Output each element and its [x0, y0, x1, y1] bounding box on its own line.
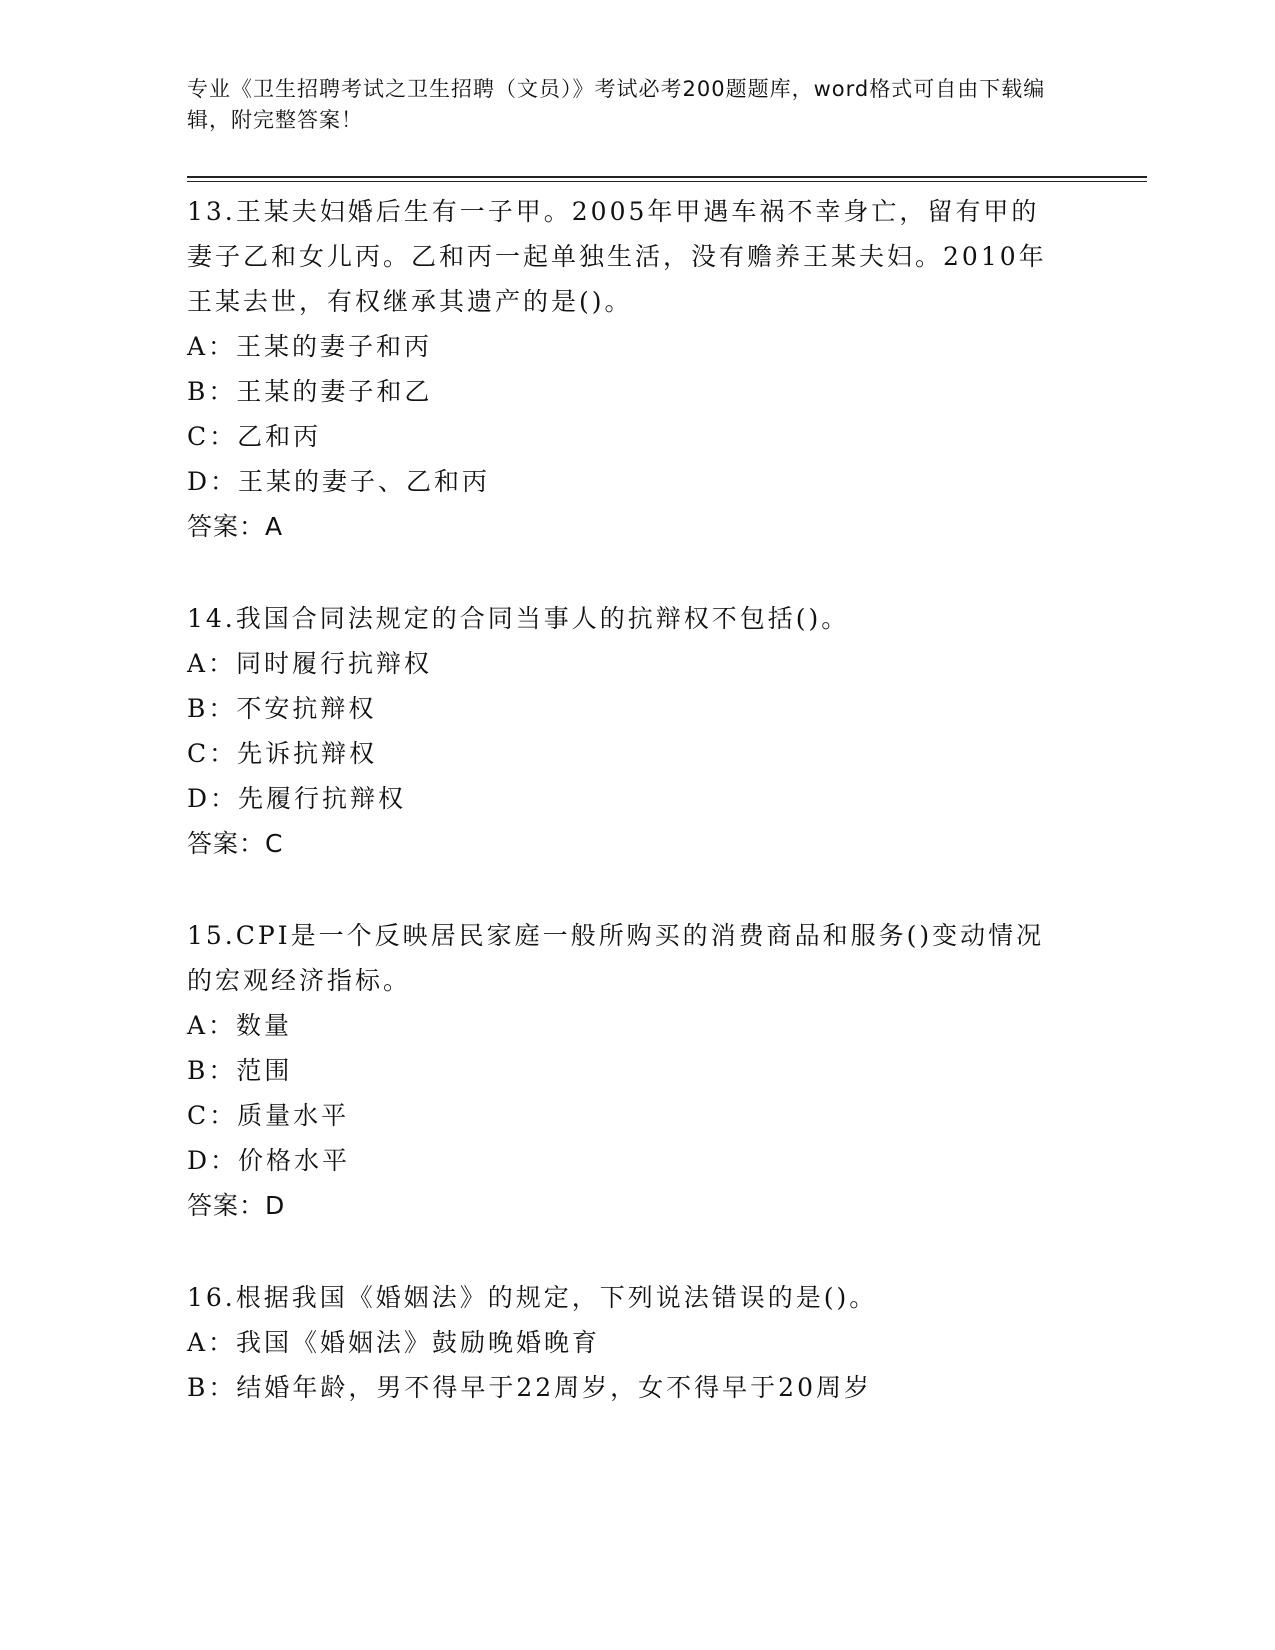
- question-stem: 14.我国合同法规定的合同当事人的抗辩权不包括()。: [187, 604, 850, 633]
- option-a: A：王某的妻子和丙: [187, 332, 433, 361]
- option-b: B：范围: [187, 1056, 293, 1085]
- question-15: [187, 913, 1067, 1229]
- option-c: C：先诉抗辩权: [187, 739, 378, 768]
- option-d: D：先履行抗辩权: [187, 784, 407, 813]
- option-b: B：王某的妻子和乙: [187, 377, 433, 406]
- header-divider-thick: [187, 176, 1147, 178]
- option-a: A：数量: [187, 1011, 293, 1040]
- question-stem: 16.根据我国《婚姻法》的规定，下列说法错误的是()。: [187, 1283, 878, 1312]
- option-a: A：同时履行抗辩权: [187, 649, 433, 678]
- question-list: [187, 189, 1067, 1456]
- option-d: D：王某的妻子、乙和丙: [187, 467, 491, 496]
- option-b: B：不安抗辩权: [187, 694, 377, 723]
- question-16: [187, 1275, 1067, 1410]
- option-c: C：乙和丙: [187, 422, 322, 451]
- answer-line: 答案：A: [187, 512, 284, 541]
- question-14: [187, 596, 1067, 867]
- answer-line: 答案：D: [187, 1191, 286, 1220]
- option-d: D：价格水平: [187, 1146, 351, 1175]
- question-stem: 13.王某夫妇婚后生有一子甲。2005年甲遇车祸不幸身亡，留有甲的妻子乙和女儿丙。乙和丙一起单独生活，没有赡养王某夫妇。2010年王某去世，有权继承其遗产的是()。: [187, 197, 1047, 316]
- question-stem: 15.CPI是一个反映居民家庭一般所购买的消费商品和服务()变动情况的宏观经济指标。: [187, 921, 1045, 995]
- answer-line: 答案：C: [187, 829, 284, 858]
- option-c: C：质量水平: [187, 1101, 350, 1130]
- option-a: A：我国《婚姻法》鼓励晚婚晚育: [187, 1328, 601, 1357]
- document-intro: 专业《卫生招聘考试之卫生招聘（文员）》考试必考200题题库，word格式可自由下载编辑，附完整答案！: [187, 77, 1046, 132]
- header-divider-thin: [187, 181, 1147, 182]
- option-b: B：结婚年龄，男不得早于22周岁，女不得早于20周岁: [187, 1373, 872, 1402]
- question-13: [187, 189, 1067, 550]
